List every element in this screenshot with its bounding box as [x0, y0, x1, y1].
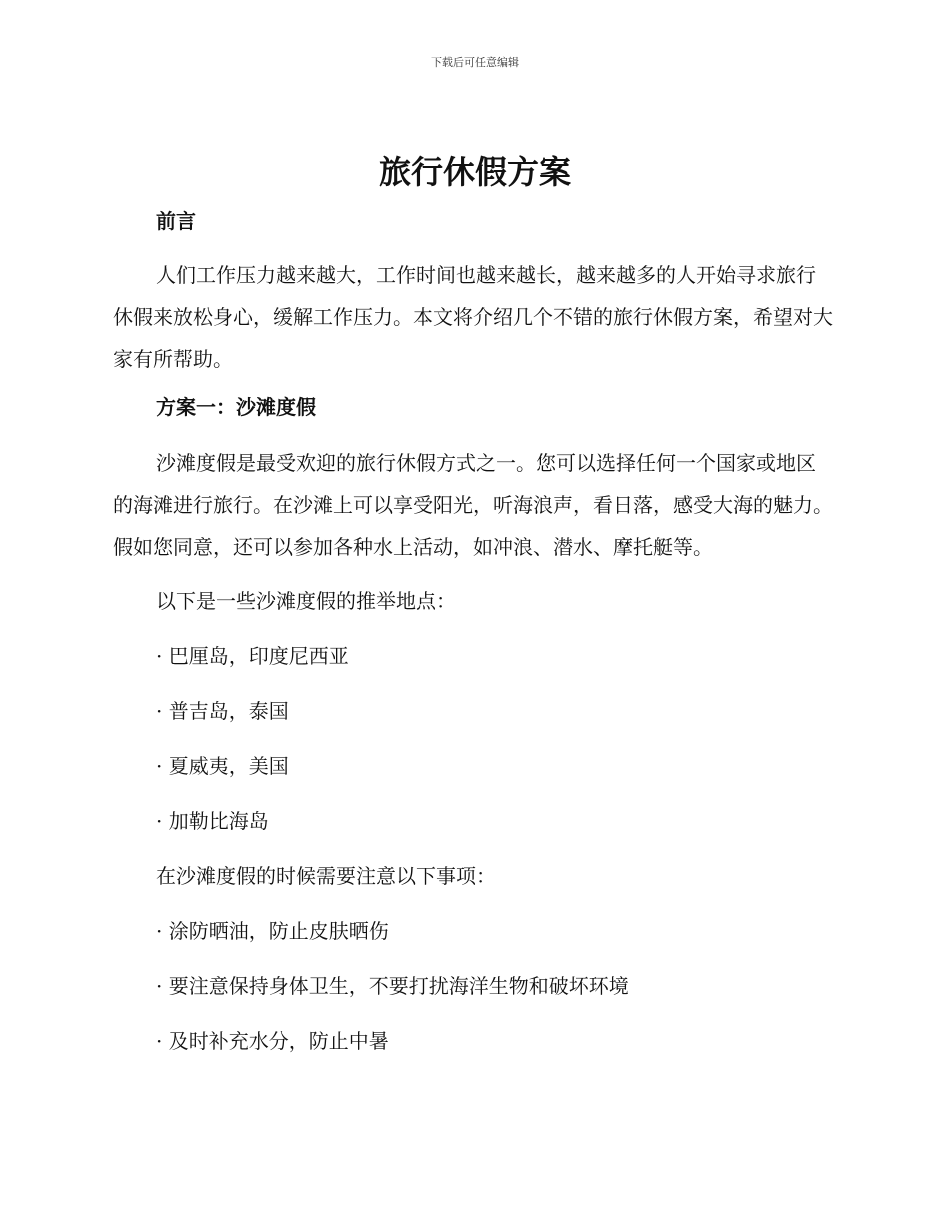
list-item: · 普吉岛，泰国 [156, 699, 289, 723]
recommend-intro: 以下是一些沙滩度假的推举地点： [156, 589, 456, 613]
plan1-paragraph: 沙滩度假是最受欢迎的旅行休假方式之一。您可以选择任何一个国家或地区的海滩进行旅行。在沙滩上可以享受阳光，听海浪声，看日落，感受大海的魅力。假如您同意，还可以参加各种水上活动，如冲浪、潜水、摩托艇等。 [113, 451, 833, 559]
plan1-heading: 方案一：沙滩度假 [156, 395, 316, 419]
notes-list [113, 916, 833, 1056]
notes-intro: 在沙滩度假的时候需要注意以下事项： [156, 864, 496, 888]
list-item: · 巴厘岛，印度尼西亚 [156, 644, 349, 668]
list-item: · 及时补充水分，防止中暑 [156, 1029, 389, 1053]
list-item: · 要注意保持身体卫生，不要打扰海洋生物和破坏环境 [156, 974, 629, 998]
document-body [113, 206, 833, 1081]
preface-paragraph: 人们工作压力越来越大，工作时间也越来越长，越来越多的人开始寻求旅行休假来放松身心，缓解工作压力。本文将介绍几个不错的旅行休假方案，希望对大家有所帮助。 [113, 263, 833, 371]
document-title: 旅行休假方案 [378, 153, 571, 191]
header-note: 下载后可任意编辑 [431, 56, 519, 69]
preface-heading: 前言 [156, 209, 196, 233]
recommend-list [113, 641, 833, 836]
list-item: · 加勒比海岛 [156, 809, 269, 833]
list-item: · 涂防晒油，防止皮肤晒伤 [156, 919, 389, 943]
list-item: · 夏威夷，美国 [156, 754, 289, 778]
